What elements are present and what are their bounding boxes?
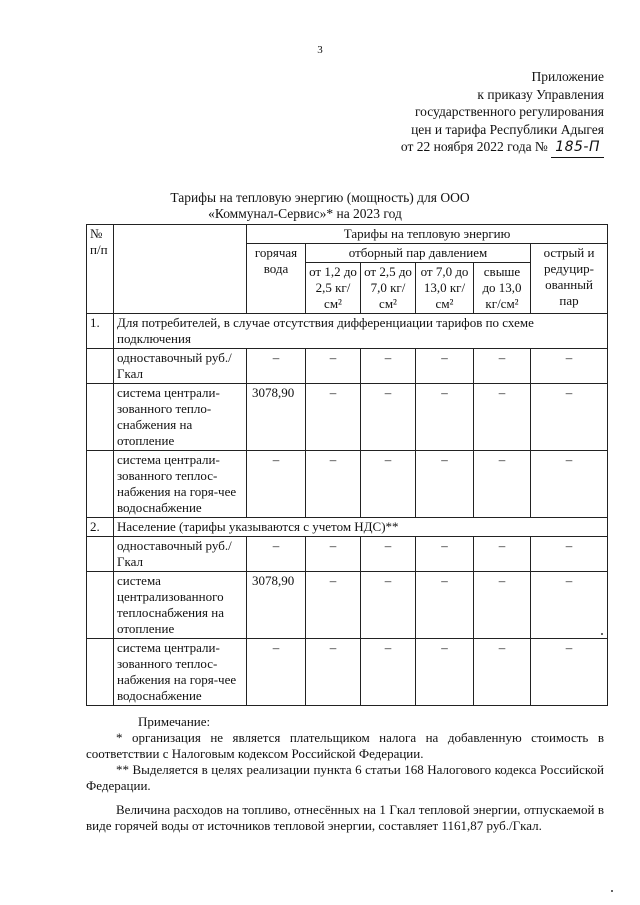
value-cell: –	[306, 451, 361, 518]
scan-speck	[611, 890, 613, 892]
order-line	[401, 138, 604, 158]
value-cell: –	[474, 384, 531, 451]
value-cell: –	[474, 572, 531, 639]
value-cell: 3078,90	[247, 572, 306, 639]
tariffs-header: Тарифы на тепловую энергию	[247, 225, 608, 244]
table-row	[87, 349, 608, 384]
value-cell: –	[247, 639, 306, 706]
sharp-steam-header: острый и редуцир-ованный пар	[531, 244, 608, 314]
row-number-cell	[87, 384, 114, 451]
value-cell: –	[361, 384, 416, 451]
row-number-cell	[87, 572, 114, 639]
value-cell: –	[416, 349, 474, 384]
value-cell: –	[474, 451, 531, 518]
pressure-header: от 2,5 до 7,0 кг/см²	[361, 263, 416, 314]
value-cell: –	[306, 349, 361, 384]
value-cell: –	[416, 384, 474, 451]
section-title: Для потребителей, в случае отсутствия дифференциации тарифов по схеме подключения	[114, 314, 608, 349]
section-row	[87, 518, 608, 537]
header-line: цен и тарифа Республики Адыгея	[411, 121, 604, 137]
value-cell: 3078,90	[247, 384, 306, 451]
notes-label: Примечание:	[138, 714, 211, 729]
row-label: система централи-зованного тепло-снабжения на отопление	[114, 384, 247, 451]
value-cell: –	[361, 572, 416, 639]
pressure-header: от 1,2 до 2,5 кг/см²	[306, 263, 361, 314]
row-number-cell	[87, 451, 114, 518]
table-row	[87, 451, 608, 518]
order-number: 185-П	[551, 139, 604, 158]
header-line: Приложение	[531, 69, 604, 84]
scan-speck	[601, 633, 603, 635]
value-cell: –	[247, 349, 306, 384]
value-cell: –	[361, 349, 416, 384]
value-cell: –	[474, 349, 531, 384]
appendix-header	[401, 68, 604, 158]
section-row	[87, 314, 608, 349]
value-cell: –	[531, 537, 608, 572]
pressure-header: от 7,0 до 13,0 кг/см²	[416, 263, 474, 314]
header-line: государственного регулирования	[414, 104, 604, 119]
tariff-table	[86, 224, 608, 706]
value-cell: –	[474, 639, 531, 706]
pressure-header: свыше до 13,0 кг/см²	[474, 263, 531, 314]
value-cell: –	[247, 451, 306, 518]
value-cell: –	[306, 537, 361, 572]
value-cell: –	[531, 639, 608, 706]
value-cell: –	[361, 451, 416, 518]
row-label: система централизованного теплоснабжения на отопление	[114, 572, 247, 639]
table-row	[87, 537, 608, 572]
note-vat-exempt: * организация не является плательщиком налога на добавленную стоимость в соответствии с Налоговым кодексом Российской Федерации.	[86, 730, 604, 761]
value-cell: –	[247, 537, 306, 572]
title-line-2: «Коммунал-Сервис»* на 2023 год	[208, 206, 402, 221]
title-line-1: Тарифы на тепловую энергию (мощность) для ООО	[170, 190, 470, 205]
table-row	[87, 639, 608, 706]
row-label: одноставочный руб./Гкал	[114, 537, 247, 572]
value-cell: –	[531, 349, 608, 384]
value-cell: –	[531, 451, 608, 518]
order-prefix: от 22 ноября 2022 года №	[400, 139, 548, 154]
row-number-cell	[87, 349, 114, 384]
note-vat-included: ** Выделяется в целях реализации пункта 6 статьи 168 Налогового кодекса Российской Федерации.	[86, 762, 604, 793]
note-fuel-cost: Величина расходов на топливо, отнесённых на 1 Гкал тепловой энергии, отпускаемой в виде горячей воды от источников тепловой энергии, составляет 1161,87 руб./Гкал.	[86, 802, 604, 833]
section-title: Население (тарифы указываются с учетом НДС)**	[114, 518, 608, 537]
value-cell: –	[474, 537, 531, 572]
row-number-cell	[87, 537, 114, 572]
steam-header: отборный пар давлением	[306, 244, 531, 263]
column-number-header: № п/п	[87, 225, 114, 314]
section-number: 1.	[87, 314, 114, 349]
value-cell: –	[361, 537, 416, 572]
section-number: 2.	[87, 518, 114, 537]
row-number-cell	[87, 639, 114, 706]
value-cell: –	[361, 639, 416, 706]
value-cell: –	[416, 572, 474, 639]
document-title	[0, 190, 640, 222]
value-cell: –	[306, 572, 361, 639]
table-row	[87, 572, 608, 639]
value-cell: –	[416, 639, 474, 706]
value-cell: –	[306, 384, 361, 451]
page-number: 3	[317, 44, 323, 56]
notes-section	[86, 714, 604, 834]
table-row	[87, 384, 608, 451]
value-cell: –	[306, 639, 361, 706]
value-cell: –	[416, 537, 474, 572]
value-cell: –	[531, 384, 608, 451]
header-line: к приказу Управления	[477, 86, 604, 102]
value-cell: –	[416, 451, 474, 518]
row-label: система централи-зованного теплос-набжения на горя-чее водоснабжение	[114, 639, 247, 706]
value-cell: –	[531, 572, 608, 639]
row-label: система централи-зованного теплос-набжения на горя-чее водоснабжение	[114, 451, 247, 518]
row-label: одноставочный руб./Гкал	[114, 349, 247, 384]
column-label-header	[114, 225, 247, 314]
hot-water-header: горячая вода	[247, 244, 306, 314]
